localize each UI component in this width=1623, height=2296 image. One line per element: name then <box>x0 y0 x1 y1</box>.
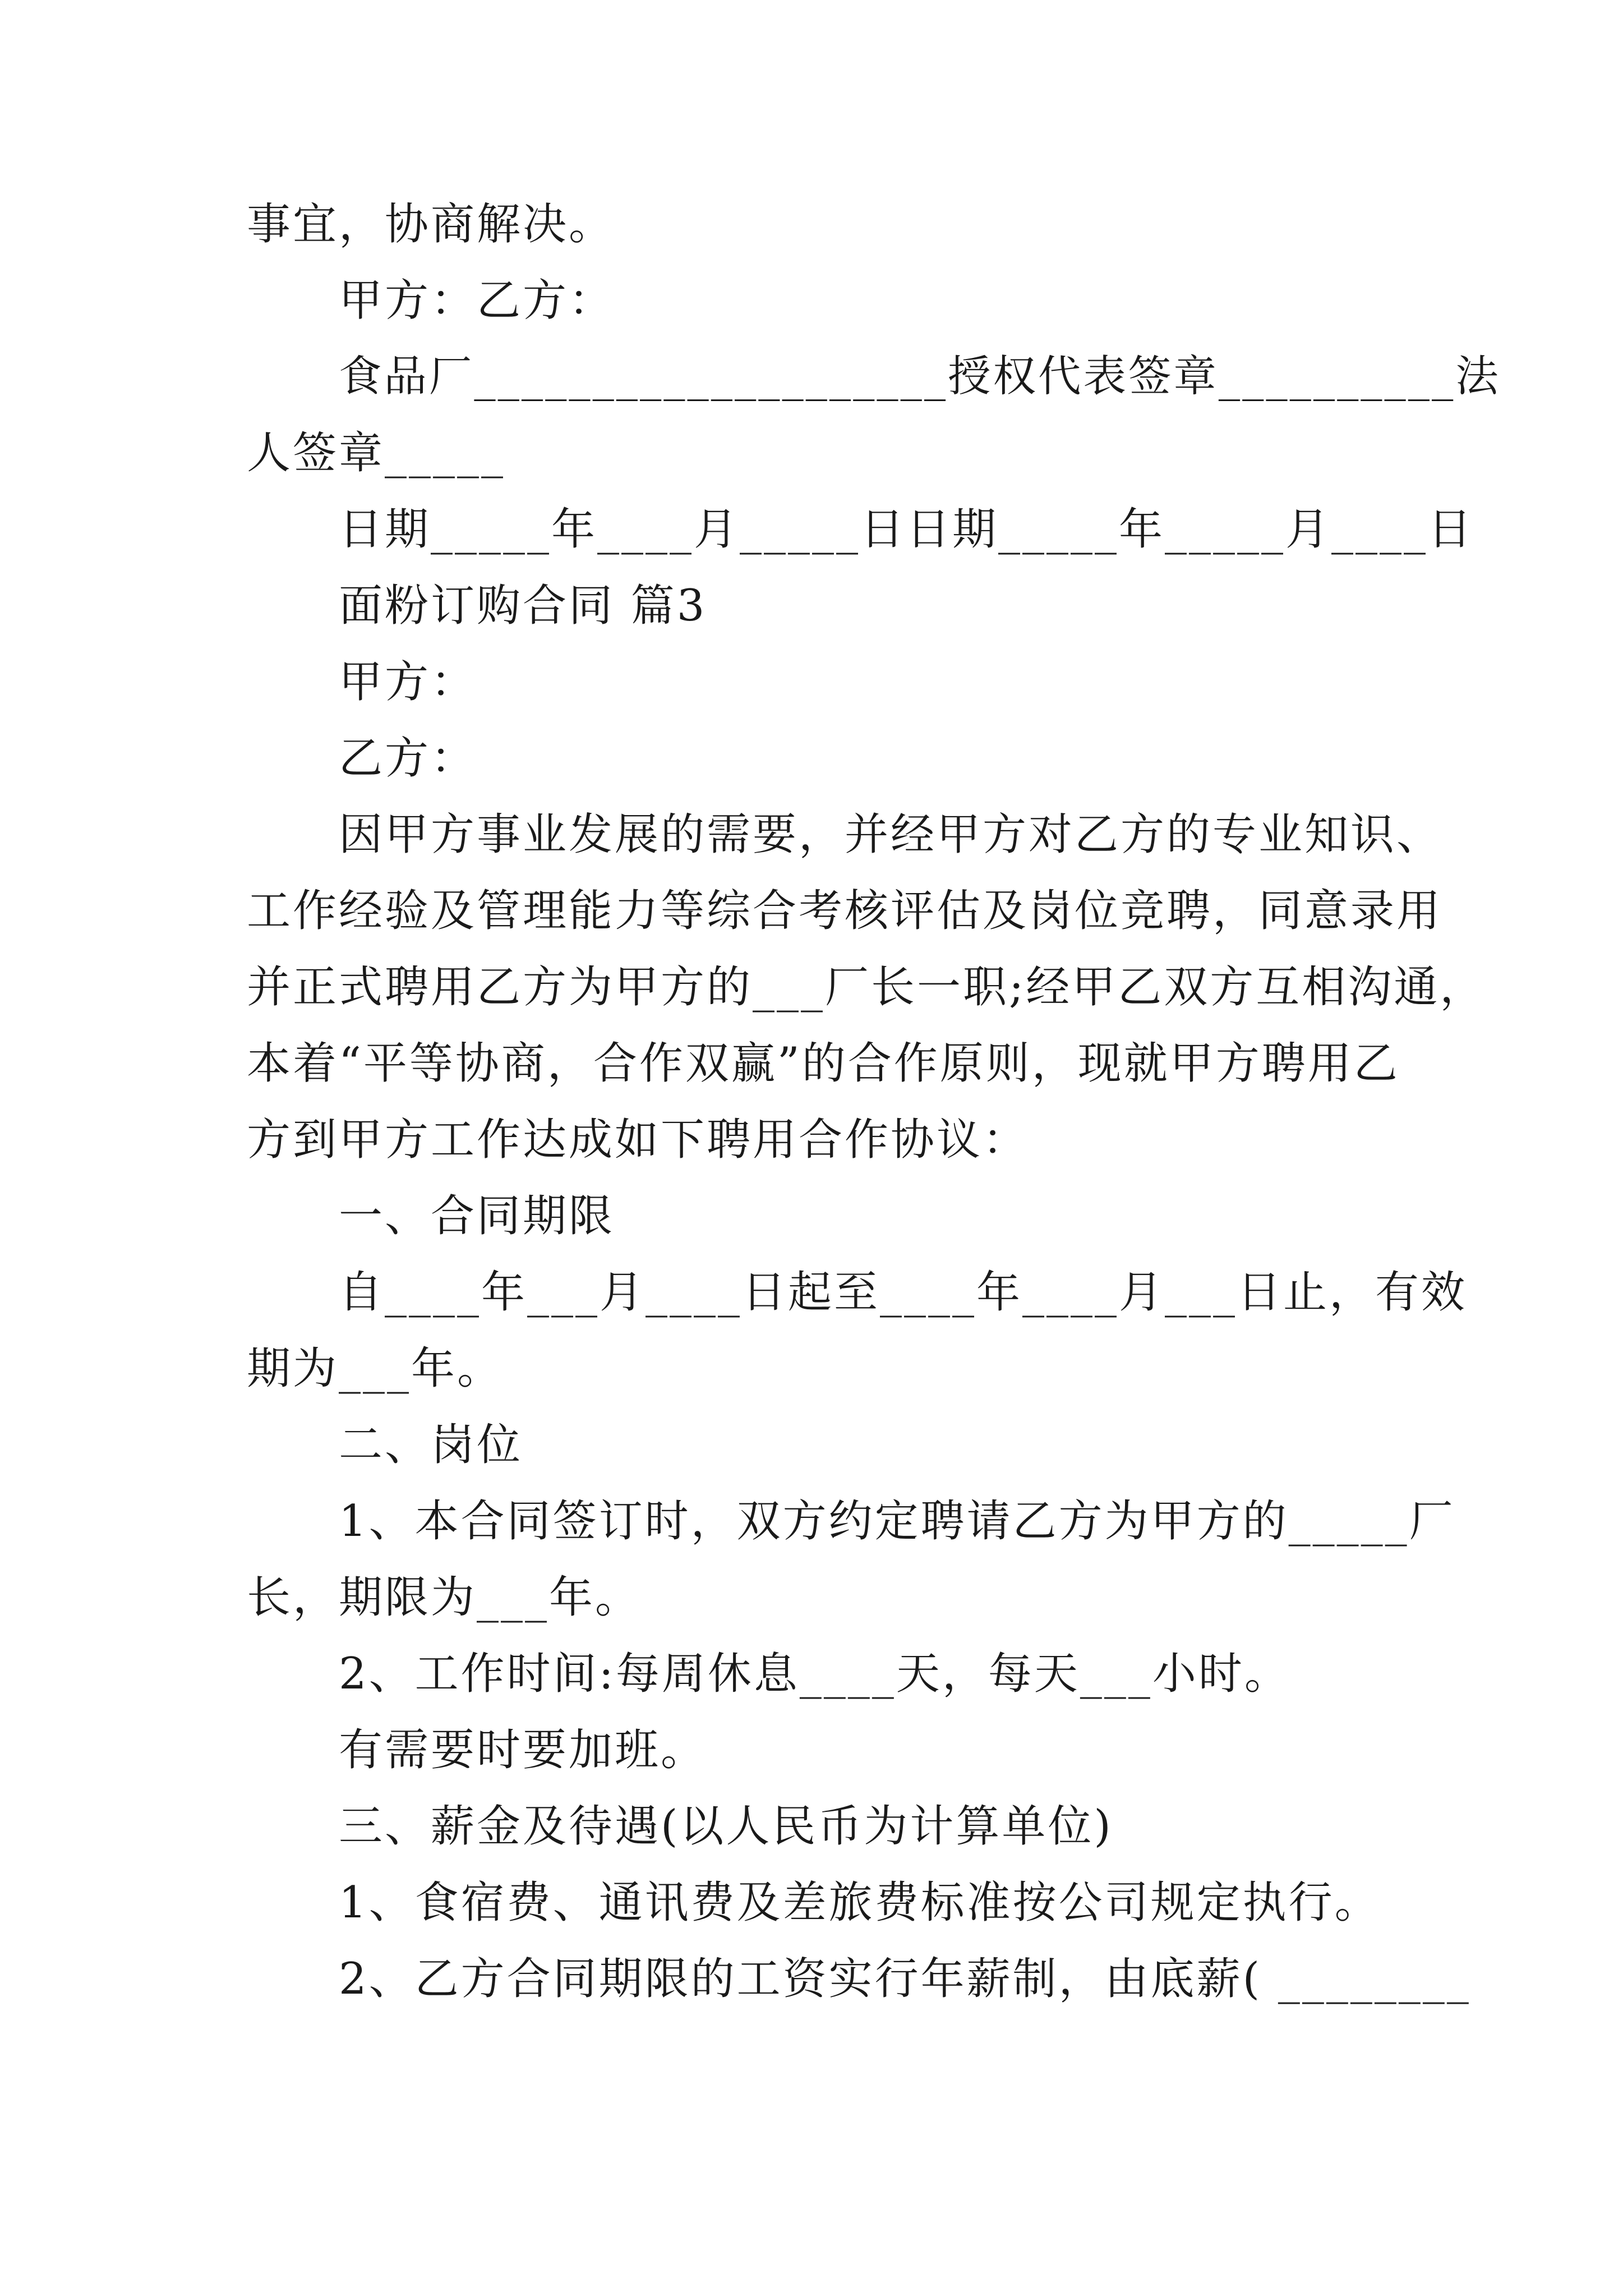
text-line: 1、食宿费、通讯费及差旅费标准按公司规定执行。 <box>339 1878 1381 1928</box>
text-line: 甲方： <box>339 657 477 707</box>
text-line: 2、乙方合同期限的工资实行年薪制，由底薪( ________ <box>339 1954 1471 2004</box>
text-line: 长，期限为___年。 <box>247 1572 642 1623</box>
section-heading: 一、合同期限 <box>339 1191 615 1241</box>
text-line: 人签章_____ <box>247 428 506 478</box>
section-heading: 面粉订购合同 篇3 <box>339 581 707 631</box>
text-line: 本着“平等协商，合作双赢”的合作原则，现就甲方聘用乙 <box>247 1038 1400 1089</box>
text-line: 事宜，协商解决。 <box>247 199 615 250</box>
text-line: 并正式聘用乙方为甲方的___厂长一职;经甲乙双方互相沟通， <box>247 962 1486 1013</box>
section-heading: 三、薪金及待遇(以人民币为计算单位) <box>339 1801 1113 1852</box>
text-line: 方到甲方工作达成如下聘用合作协议： <box>247 1115 1029 1165</box>
text-line: 因甲方事业发展的需要，并经甲方对乙方的专业知识、 <box>339 809 1443 860</box>
text-line: 有需要时要加班。 <box>339 1725 707 1775</box>
text-line: 期为___年。 <box>247 1343 504 1394</box>
text-line: 1、本合同签订时，双方约定聘请乙方为甲方的_____厂 <box>339 1496 1455 1547</box>
text-line: 食品厂____________________授权代表签章__________法 <box>339 352 1501 402</box>
text-line: 甲方：乙方： <box>339 275 615 326</box>
text-line: 日期_____年____月_____日日期_____年_____月____日 <box>339 504 1474 555</box>
text-line: 工作经验及管理能力等综合考核评估及岗位竞聘，同意录用 <box>247 886 1443 936</box>
section-heading: 二、岗位 <box>339 1420 523 1470</box>
text-line: 乙方： <box>339 733 477 784</box>
text-line: 2、工作时间:每周休息____天，每天___小时。 <box>339 1649 1290 1699</box>
text-line: 自____年___月____日起至____年____月___日止，有效 <box>339 1267 1468 1318</box>
